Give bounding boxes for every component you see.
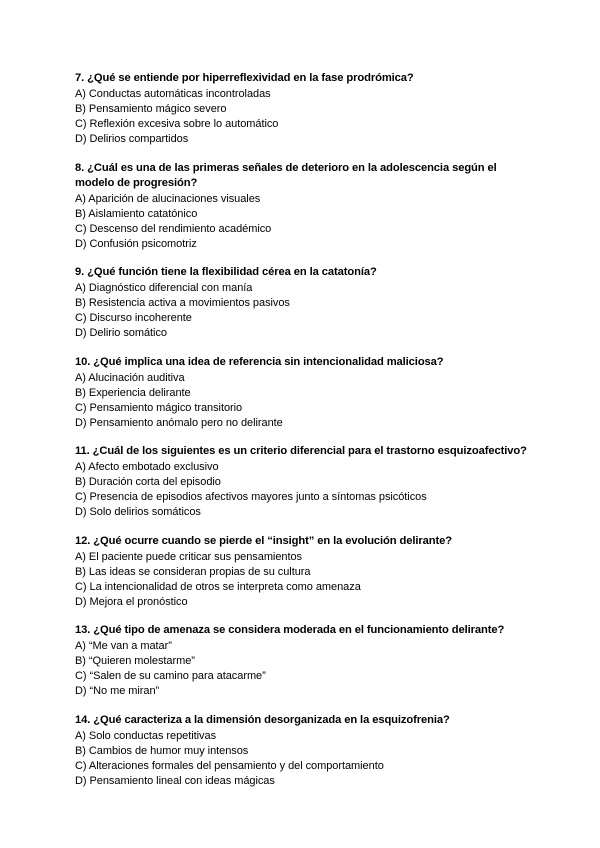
option-a: A) El paciente puede criticar sus pensamientos: [75, 550, 302, 563]
option-a: A) Alucinación auditiva: [75, 371, 185, 384]
option-a: A) Solo conductas repetitivas: [75, 729, 217, 742]
option-d: D) Solo delirios somáticos: [75, 506, 201, 518]
option-c: C) Pensamiento mágico transitorio: [75, 401, 243, 414]
option-d: D) Pensamiento lineal con ideas mágicas: [75, 774, 275, 787]
question-7: [75, 71, 535, 147]
option-a: A) Afecto embotado exclusivo: [75, 461, 219, 473]
question-title: 8. ¿Cuál es una de las primeras señales de deterioro en la adolescencia según el modelo de progresión?: [75, 161, 497, 189]
question-13: [75, 623, 535, 699]
question-12: [75, 534, 535, 610]
option-d: D) Confusión psicomotriz: [75, 237, 197, 250]
option-b: B) Las ideas se consideran propias de su cultura: [75, 565, 311, 578]
option-b: B) “Quieren molestarme”: [75, 655, 195, 667]
question-title: 13. ¿Qué tipo de amenaza se considera moderada en el funcionamiento delirante?: [75, 624, 505, 636]
question-9: [75, 265, 535, 341]
question-8: [75, 161, 535, 252]
option-b: B) Experiencia delirante: [75, 386, 191, 399]
option-d: D) Delirios compartidos: [75, 133, 189, 145]
option-c: C) La intencionalidad de otros se interpreta como amenaza: [75, 580, 361, 593]
question-title: 11. ¿Cuál de los siguientes es un criterio diferencial para el trastorno esquizoafectivo?: [75, 445, 527, 457]
question-list: [75, 71, 535, 802]
question-title: 14. ¿Qué caracteriza a la dimensión desorganizada en la esquizofrenia?: [75, 713, 450, 726]
option-d: D) Pensamiento anómalo pero no delirante: [75, 416, 283, 429]
option-c: C) Presencia de episodios afectivos mayores junto a síntomas psicóticos: [75, 491, 427, 503]
option-b: B) Resistencia activa a movimientos pasivos: [75, 297, 290, 309]
option-a: A) Diagnóstico diferencial con manía: [75, 282, 253, 294]
option-c: C) “Salen de su camino para atacarme”: [75, 670, 266, 682]
option-c: C) Descenso del rendimiento académico: [75, 222, 272, 235]
question-title: 7. ¿Qué se entiende por hiperreflexividad en la fase prodrómica?: [75, 72, 414, 84]
option-c: C) Reflexión excesiva sobre lo automático: [75, 118, 279, 130]
option-b: B) Aislamiento catatónico: [75, 207, 198, 220]
question-10: [75, 355, 535, 431]
question-title: 12. ¿Qué ocurre cuando se pierde el “insight” en la evolución delirante?: [75, 534, 452, 547]
option-b: B) Cambios de humor muy intensos: [75, 744, 249, 757]
option-b: B) Duración corta del episodio: [75, 476, 221, 488]
option-b: B) Pensamiento mágico severo: [75, 103, 227, 115]
question-title: 10. ¿Qué implica una idea de referencia sin intencionalidad maliciosa?: [75, 355, 444, 368]
option-c: C) Alteraciones formales del pensamiento y del comportamiento: [75, 759, 384, 772]
option-d: D) Mejora el pronóstico: [75, 595, 188, 608]
option-d: D) “No me miran”: [75, 685, 160, 697]
option-c: C) Discurso incoherente: [75, 312, 192, 324]
question-11: [75, 444, 535, 520]
question-title: 9. ¿Qué función tiene la flexibilidad cérea en la catatonía?: [75, 266, 377, 278]
question-14: [75, 713, 535, 789]
option-a: A) Aparición de alucinaciones visuales: [75, 192, 261, 205]
option-d: D) Delirio somático: [75, 327, 167, 339]
option-a: A) Conductas automáticas incontroladas: [75, 88, 271, 100]
option-a: A) “Me van a matar”: [75, 640, 172, 652]
